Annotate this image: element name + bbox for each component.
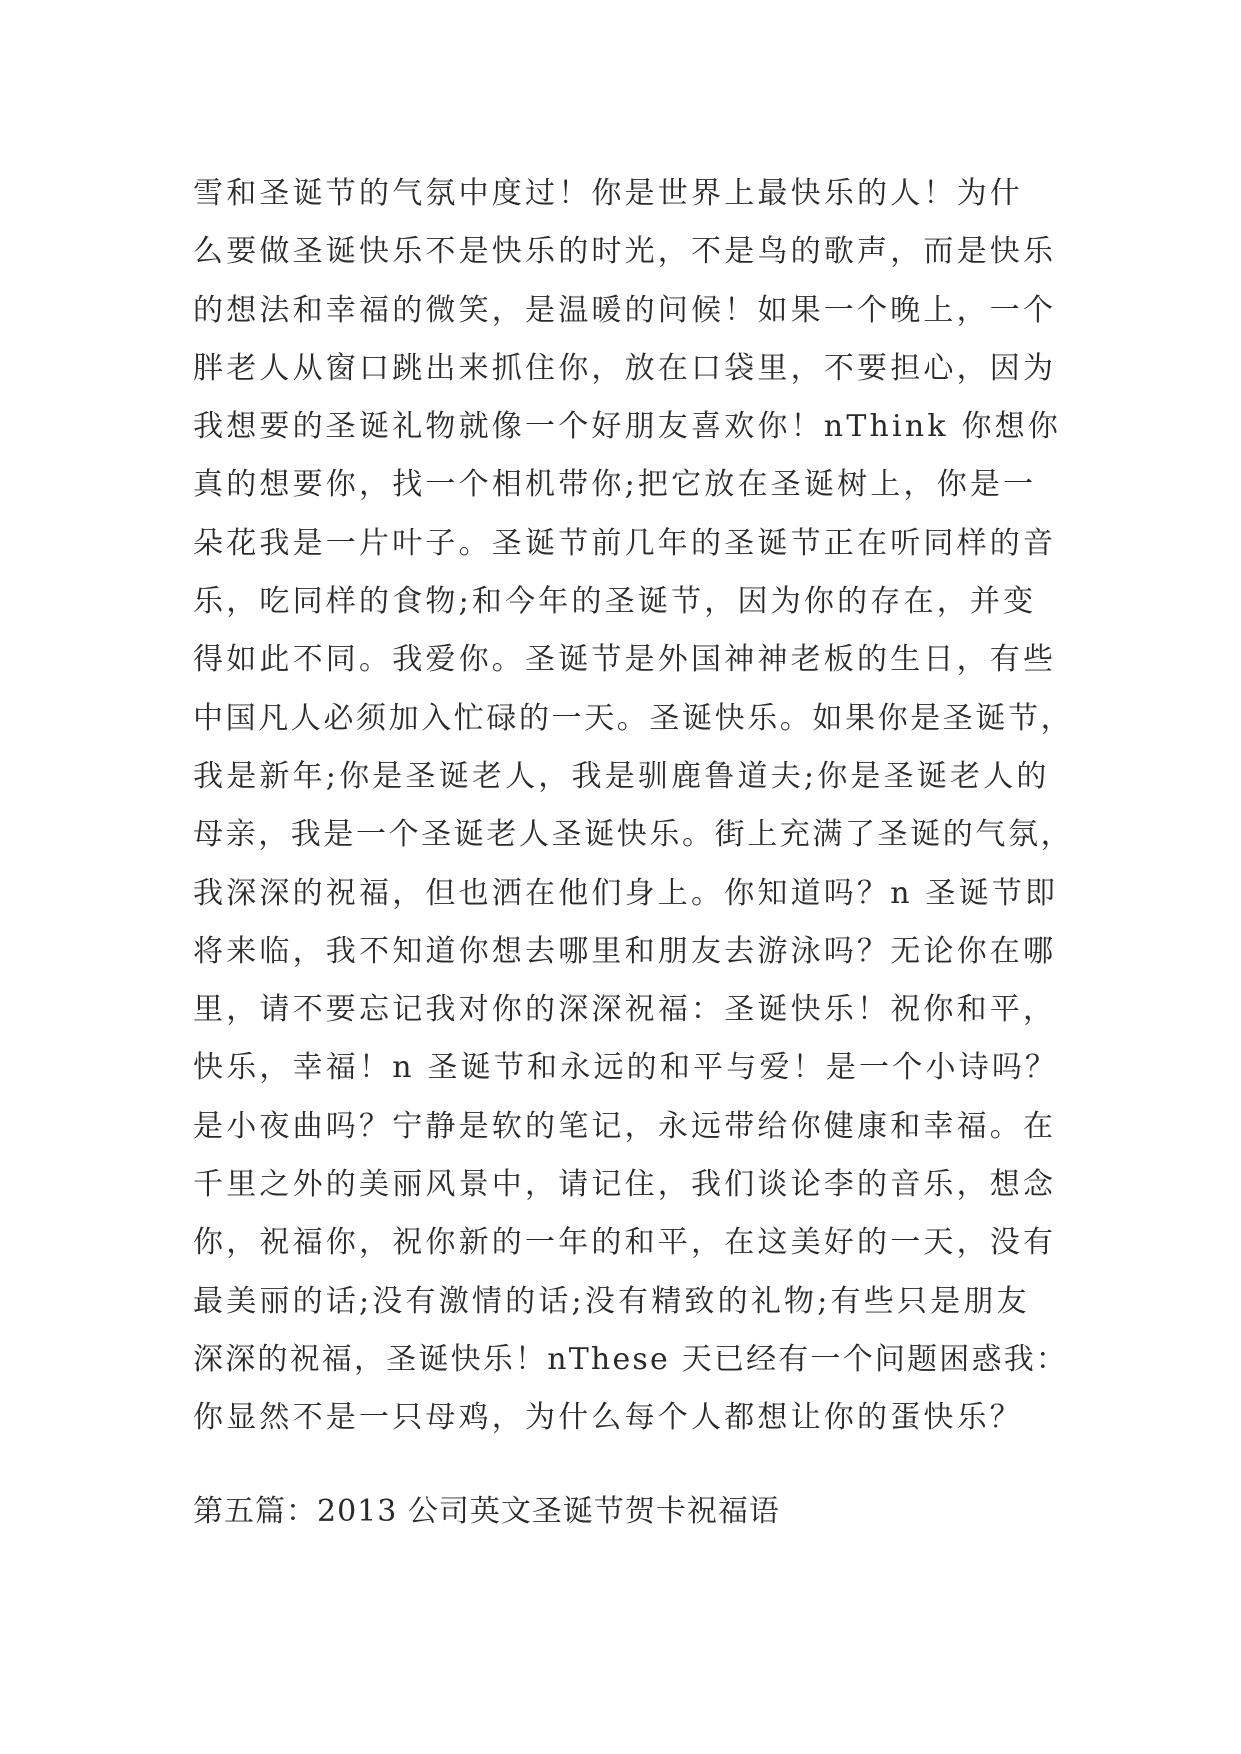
section-title: 第五篇：2013 公司英文圣诞节贺卡祝福语 bbox=[193, 1494, 780, 1529]
text-line: 胖老人从窗口跳出来抓住你，放在口袋里，不要担心，因为 bbox=[193, 350, 1057, 386]
text-line: 你显然不是一只母鸡，为什么每个人都想让你的蛋快乐？ bbox=[193, 1400, 1023, 1436]
text-line: 你，祝福你，祝你新的一年的和平，在这美好的一天，没有 bbox=[193, 1225, 1057, 1261]
text-line: 是小夜曲吗？宁静是软的笔记，永远带给你健康和幸福。在 bbox=[193, 1108, 1057, 1144]
text-line: 深深的祝福，圣诞快乐！nThese 天已经有一个问题困惑我： bbox=[193, 1341, 1069, 1377]
text-line: 我想要的圣诞礼物就像一个好朋友喜欢你！nThink 你想你 bbox=[193, 409, 1062, 445]
text-line: 中国凡人必须加入忙碌的一天。圣诞快乐。如果你是圣诞节， bbox=[193, 700, 1074, 736]
text-line: 么要做圣诞快乐不是快乐的时光，不是鸟的歌声，而是快乐 bbox=[193, 234, 1057, 270]
text-line: 母亲，我是一个圣诞老人圣诞快乐。街上充满了圣诞的气氛， bbox=[193, 817, 1074, 853]
text-line: 我是新年;你是圣诞老人，我是驯鹿鲁道夫;你是圣诞老人的 bbox=[193, 758, 1050, 794]
text-line: 将来临，我不知道你想去哪里和朋友去游泳吗？无论你在哪 bbox=[193, 933, 1057, 969]
text-line: 最美丽的话;没有激情的话;没有精致的礼物;有些只是朋友 bbox=[193, 1283, 1030, 1319]
text-line: 真的想要你，找一个相机带你;把它放在圣诞树上，你是一 bbox=[193, 467, 1037, 503]
text-line: 的想法和幸福的微笑，是温暖的问候！如果一个晚上，一个 bbox=[193, 292, 1057, 328]
text-line: 我深深的祝福，但也洒在他们身上。你知道吗？n 圣诞节即 bbox=[193, 875, 1059, 911]
text-line: 快乐，幸福！n 圣诞节和永远的和平与爱！是一个小诗吗？ bbox=[193, 1050, 1059, 1086]
text-line: 雪和圣诞节的气氛中度过！你是世界上最快乐的人！为什 bbox=[193, 176, 1023, 211]
text-line: 得如此不同。我爱你。圣诞节是外国神神老板的生日，有些 bbox=[193, 642, 1057, 678]
text-line: 朵花我是一片叶子。圣诞节前几年的圣诞节正在听同样的音 bbox=[193, 525, 1057, 561]
text-line: 乐，吃同样的食物;和今年的圣诞节，因为你的存在，并变 bbox=[193, 584, 1037, 620]
text-line: 千里之外的美丽风景中，请记住，我们谈论李的音乐，想念 bbox=[193, 1167, 1057, 1203]
body-paragraph bbox=[193, 165, 1073, 1448]
text-line: 里，请不要忘记我对你的深深祝福：圣诞快乐！祝你和平， bbox=[193, 992, 1057, 1028]
